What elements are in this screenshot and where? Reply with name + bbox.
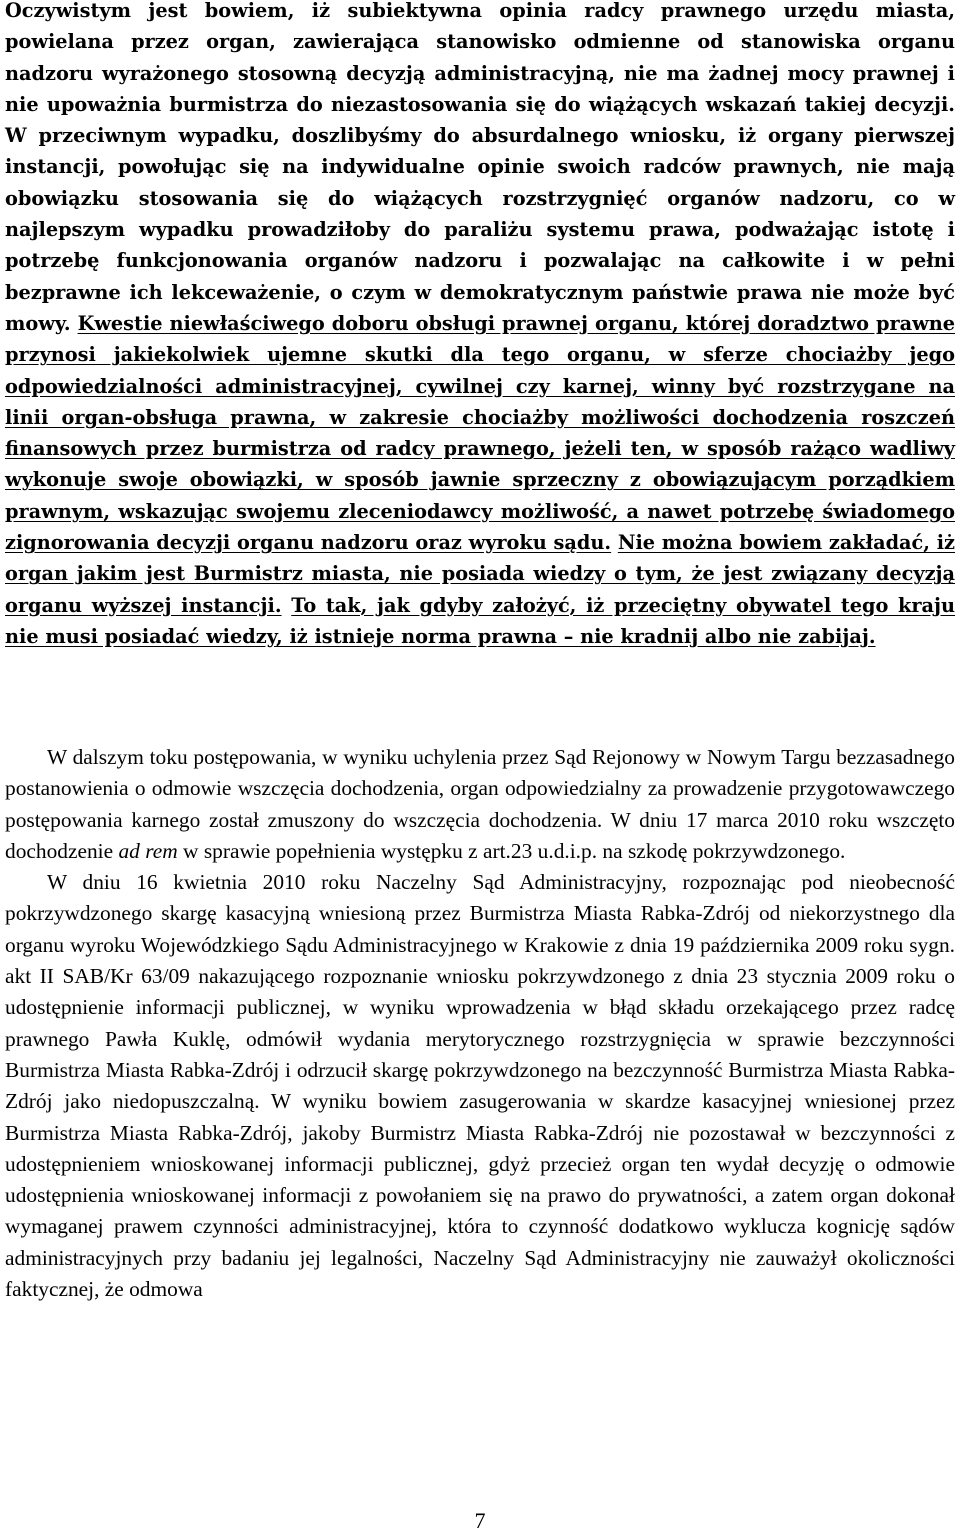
space [71, 312, 78, 335]
bold-underlined-sentence-4: To tak, jak gdyby założyć, iż przeciętny obywatel tego kraju nie musi posiadać wiedzy, iż istnieje norma prawna – nie kradnij albo nie zabijaj. [5, 593, 956, 648]
bold-sentence-1: Oczywistym jest bowiem, iż subiektywna opinia radcy prawnego urzędu miasta, powielana przez organ, zawierająca stanowisko odmienne od stanowiska organu nadzoru wyrażonego stosowną decyzją administracyjną, nie ma żadnej mocy prawnej i nie upoważnia burmistrza do niezastosowania się do wiążących wskazań takiej decyzji. W przeciwnym wypadku, doszlibyśmy do absurdalnego wniosku, iż organy pierwszej instancji, powołując się na indywidualne opinie swoich radców prawnych, nie mają obowiązku stosowania się do wiążących rozstrzygnięć organów nadzoru, co w najlepszym wypadku prowadziłoby do paraliżu systemu prawa, podważając istotę i potrzebę funkcjonowania organów nadzoru i pozwalając na całkowite i w pełni bezprawne ich lekceważenie, o czym w demokratycznym państwie prawa nie może być mowy. [5, 0, 955, 335]
paragraph-text: w sprawie popełnienia występku z art.23 u.d.i.p. na szkodę pokrzywdzonego. [177, 838, 846, 863]
paragraph-text: W dalszym toku postępowania, w wyniku uchylenia przez Sąd Rejonowy w Nowym Targu bezzasadnego postanowienia o odmowie wszczęcia dochodzenia, organ odpowiedzialny za prowadzenie przygotowawczego postępowania karnego został zmuszony do wszczęcia dochodzenia. W dniu 17 marca 2010 roku wszczęto dochodzenie [5, 745, 955, 863]
body-text [5, 742, 955, 1305]
paragraph-nsa-ruling: W dniu 16 kwietnia 2010 roku Naczelny Sąd Administracyjny, rozpoznając pod nieobecność pokrzywdzonego skargę kasacyjną wniesioną przez Burmistrza Miasta Rabka-Zdrój od niekorzystnego dla organu wyroku Wojewódzkiego Sądu Administracyjnego w Krakowie z dnia 19 października 2009 roku sygn. akt II SAB/Kr 63/09 nakazującego rozpoznanie wniosku pokrzywdzonego z dnia 23 stycznia 2009 roku o udostępnienie informacji publicznej, w wyniku wprowadzenia w błąd składu orzekającego przez radcę prawnego Pawła Kuklę, odmówił wydania merytorycznego rozstrzygnięcia w sprawie bezczynności Burmistrza Miasta Rabka-Zdrój i odrzucił skargę pokrzywdzonego na bezczynność Burmistrza Miasta Rabka-Zdrój jako niedopuszczalną. W wyniku bowiem zasugerowania w skardze kasacyjnej wniesionej przez Burmistrza Miasta Rabka-Zdrój, jakoby Burmistrz Miasta Rabka-Zdrój nie pozostawał w bezczynności z udostępnieniem wnioskowanej informacji publicznej, gdyż przecież organ ten wydał decyzję o odmowie udostępnienia wnioskowanej informacji z powołaniem się na prawo do prywatności, a zatem organ dokonał wymaganej prawem czynności administracyjnej, która to czynność dodatkowo wyklucza kognicję sądów administracyjnych przy badaniu jej legalności, Naczelny Sąd Administracyjny nie zauważył okoliczności faktycznej, że odmowa [5, 870, 955, 1302]
bold-underlined-sentence-2: Kwestie niewłaściwego doboru obsługi prawnej organu, której doradztwo prawne przynosi jakiekolwiek ujemne skutki dla tego organu, w sferze chociażby jego odpowiedzialności administracyjnej, cywilnej czy karnej, winny być rozstrzygane na linii organ-obsługa prawna, w zakresie chociażby możliwości dochodzenia roszczeń finansowych przez burmistrza od radcy prawnego, jeżeli ten, w sposób rażąco wadliwy wykonuje swoje obowiązki, w sposób jawnie sprzeczny z obowiązującym porządkiem prawnym, wskazując swojemu zleceniodawcy możliwość, a nawet potrzebę świadomego zignorowania decyzji organu nadzoru oraz wyroku sądu. [5, 311, 955, 555]
bold-underlined-paragraph [5, 0, 955, 652]
italic-phrase: ad rem [118, 838, 178, 863]
page-number: 7 [474, 1508, 486, 1533]
bold-underlined-sentence-3: Nie można bowiem zakładać, iż organ jakim jest Burmistrz miasta, nie posiada wiedzy o tym, że jest związany decyzją organu wyższej instancji. [5, 531, 956, 617]
paragraph-investigation [5, 742, 955, 867]
space [611, 531, 618, 554]
space [282, 594, 292, 617]
